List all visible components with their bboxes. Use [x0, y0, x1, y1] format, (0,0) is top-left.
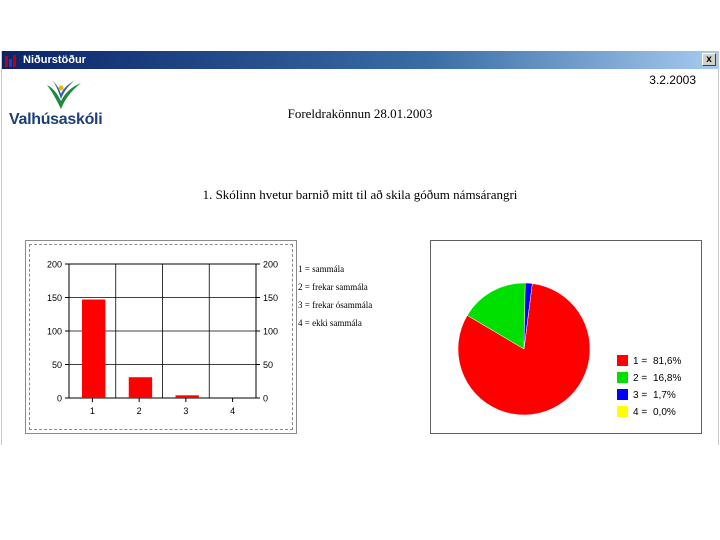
answer-legend [298, 264, 372, 336]
legend-label: 2 = [633, 373, 648, 384]
pie-chart-frame [430, 240, 702, 434]
bar [129, 377, 152, 398]
y-tick-label: 50 [51, 360, 62, 370]
legend-swatch [617, 372, 628, 383]
legend-swatch [617, 406, 628, 417]
legend-line: 4 = ekki sammála [298, 318, 362, 328]
legend-label: 3 = [633, 390, 648, 401]
legend-swatch [617, 389, 628, 400]
legend-swatch [617, 355, 628, 366]
bar [176, 395, 199, 398]
x-tick-label: 1 [89, 406, 95, 416]
y-tick-label-right: 200 [263, 259, 279, 270]
legend-line: 2 = frekar sammála [298, 282, 368, 292]
x-tick-label: 2 [136, 406, 142, 416]
y-tick-label: 150 [46, 293, 62, 303]
y-tick-label: 200 [46, 259, 62, 270]
y-tick-label-right: 100 [263, 326, 279, 337]
logo-text: Valhúsaskóli [9, 111, 103, 128]
survey-title: Foreldrakönnun 28.01.2003 [287, 106, 433, 121]
legend-label: 1 = [633, 356, 648, 367]
bar-chart [26, 241, 296, 433]
app-icon [5, 54, 19, 67]
legend-line: 1 = sammála [298, 264, 345, 274]
legend-value: 0,0% [653, 407, 676, 418]
date-label: 3.2.2003 [649, 73, 696, 87]
results-window [1, 51, 719, 445]
x-tick-label: 3 [183, 406, 189, 416]
legend-line: 3 = frekar ósammála [298, 300, 373, 310]
legend-label: 4 = [633, 407, 648, 418]
title-bar[interactable] [2, 51, 718, 69]
y-tick-label: 0 [56, 393, 62, 404]
legend-value: 81,6% [653, 356, 682, 367]
y-tick-label-right: 0 [263, 393, 269, 404]
y-tick-label-right: 150 [263, 293, 279, 303]
bar-chart-frame [25, 240, 297, 434]
window-title: Niðurstöður [23, 54, 86, 66]
x-tick-label: 4 [230, 406, 236, 416]
legend-value: 1,7% [653, 390, 676, 401]
y-tick-label-right: 50 [263, 360, 274, 370]
y-tick-label: 100 [46, 326, 62, 337]
bar [82, 300, 105, 398]
close-button[interactable]: x [702, 53, 716, 66]
pie-chart [431, 241, 701, 433]
legend-value: 16,8% [653, 373, 682, 384]
question-title: 1. Skólinn hvetur barnið mitt til að skila góðum námsárangri [202, 187, 518, 202]
